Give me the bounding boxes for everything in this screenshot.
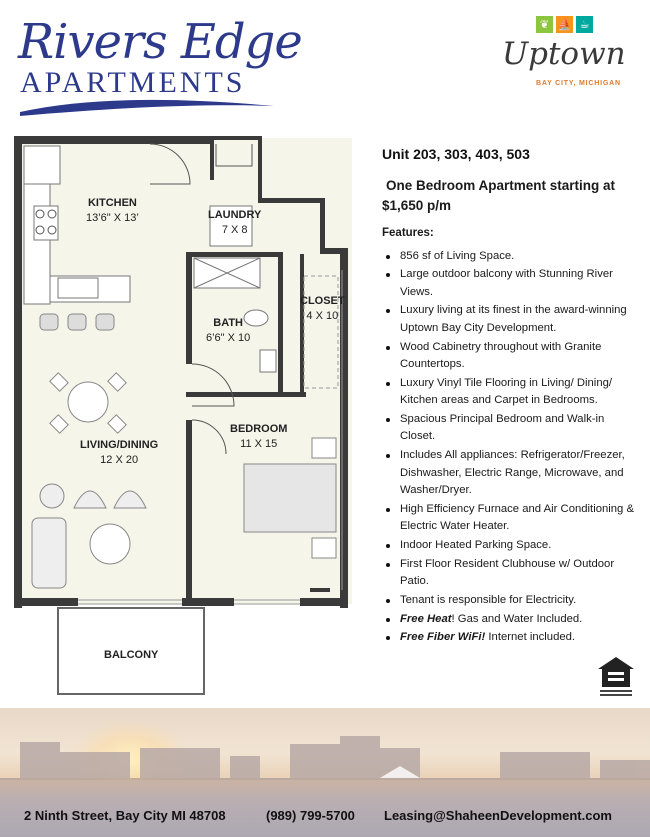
room-bath: BATH 6’6" X 10	[206, 317, 251, 344]
feature-item: Tenant is responsible for Electricity.	[382, 592, 642, 610]
leaf-icon: ❦	[536, 16, 553, 33]
uptown-tagline: BAY CITY, MICHIGAN	[536, 80, 621, 87]
footer-photo	[0, 708, 650, 837]
room-bedroom: BEDROOM 11 X 15	[230, 423, 288, 450]
room-living-dining: LIVING/DINING 12 X 20	[80, 439, 159, 466]
offer-text	[382, 176, 642, 217]
feature-item: Luxury Vinyl Tile Flooring in Living/ Dining/ Kitchen areas and Carpet in Bedrooms.	[382, 375, 642, 410]
room-laundry: LAUNDRY 7 X 8	[208, 209, 262, 236]
footer-phone[interactable]: (989) 799-5700	[266, 808, 355, 823]
uptown-wordmark: Uptown	[502, 36, 626, 72]
logo-script-text: Rivers Edge	[18, 14, 302, 70]
floor-plan-drawing	[10, 130, 360, 710]
boat-icon: ⛵	[557, 18, 572, 31]
equal-housing-icon	[596, 655, 636, 697]
swoosh-icon	[14, 82, 304, 118]
feature-item: Wood Cabinetry throughout with Granite Countertops.	[382, 339, 642, 374]
feature-item: 856 sf of Living Space.	[382, 248, 642, 266]
logo-subtitle-text: APARTMENTS	[20, 66, 246, 99]
unit-title: Unit 203, 303, 403, 503	[382, 146, 530, 162]
feature-item: Free Heat! Gas and Water Included.	[382, 611, 642, 629]
room-balcony: BALCONY	[104, 649, 159, 661]
feature-item: High Efficiency Furnace and Air Conditioning & Electric Water Heater.	[382, 501, 642, 536]
floor-plan	[10, 130, 360, 710]
feature-item: Spacious Principal Bedroom and Walk-in Closet.	[382, 411, 642, 446]
feature-item: First Floor Resident Clubhouse w/ Outdoor Patio.	[382, 556, 642, 591]
uptown-logo	[496, 12, 636, 92]
offer-line-1: One Bedroom Apartment starting at	[386, 178, 616, 193]
unit-details	[382, 146, 642, 648]
feature-item: Includes All appliances: Refrigerator/Freezer, Dishwasher, Electric Range, Microwave, and Washer/Dryer.	[382, 447, 642, 500]
feature-item: Large outdoor balcony with Stunning River Views.	[382, 266, 642, 301]
glass-icon: ☕	[576, 16, 593, 33]
footer-address: 2 Ninth Street, Bay City MI 48708	[24, 808, 226, 823]
footer-email[interactable]: Leasing@ShaheenDevelopment.com	[384, 808, 612, 823]
offer-price: $1,650 p/m	[382, 198, 452, 214]
features-heading: Features:	[382, 226, 434, 239]
room-closet: CLOSET 4 X 10	[300, 295, 345, 322]
rivers-edge-logo	[14, 12, 304, 112]
features-list	[382, 248, 642, 647]
feature-item: Luxury living at its finest in the award-winning Uptown Bay City Development.	[382, 302, 642, 337]
feature-item: Free Fiber WiFi! Internet included.	[382, 629, 642, 647]
feature-item: Indoor Heated Parking Space.	[382, 537, 642, 555]
room-kitchen: KITCHEN 13’6" X 13’	[86, 197, 139, 224]
